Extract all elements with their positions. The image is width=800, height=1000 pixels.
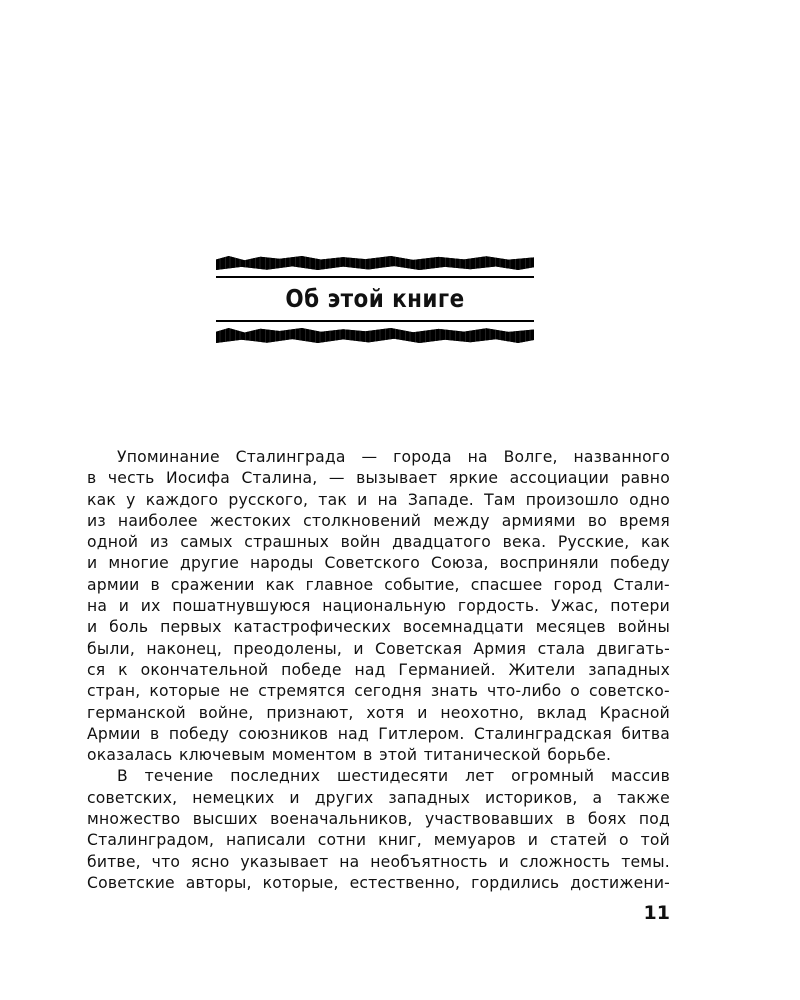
decorative-band-top [216,256,534,270]
text-line: на и их пошатнувшуюся национальную гордость. Ужас, потери [87,597,670,616]
text-line: и боль первых катастрофических восемнадцати месяцев войны [87,618,670,637]
body-text [87,447,670,894]
rule-bottom [216,320,534,322]
text-line: Упоминание Сталинграда — города на Волге, названного [117,448,670,466]
text-line: Армии в победу союзников над Гитлером. Сталинградская битва [87,724,670,743]
chapter-header [216,254,534,344]
rule-top [216,276,534,278]
chapter-title: Об этой книге [285,284,465,313]
text-line: были, наконец, преодолены, и Советская Армия стала двигать- [87,639,670,658]
text-line: оказалась ключевым моментом в этой титанической борьбе. [87,746,612,765]
text-line: битве, что ясно указывает на необъятность и сложность темы. [87,852,670,871]
text-line: в честь Иосифа Сталина, — вызывает яркие ассоциации равно [87,469,670,488]
text-line: множество высших военачальников, участвовавших в боях под [87,810,670,829]
text-line: из наиболее жестоких столкновений между армиями во время [87,511,670,530]
text-line: одной из самых страшных войн двадцатого века. Русские, как [87,533,670,552]
decorative-band-bottom [216,328,534,343]
text-line: ся к окончательной победе над Германией. Жители западных [87,660,670,679]
text-line: германской войне, признают, хотя и неохотно, вклад Красной [87,703,670,722]
text-line: советских, немецких и других западных историков, а также [87,788,670,807]
page-number: 11 [643,902,670,924]
text-line: Советские авторы, которые, естественно, гордились достижени- [87,873,670,892]
text-line: армии в сражении как главное событие, спасшее город Стали- [87,575,670,594]
text-line: Сталинградом, написали сотни книг, мемуаров и статей о той [87,831,670,850]
text-line: стран, которые не стремятся сегодня знать что-либо о советско- [87,682,670,701]
text-line: как у каждого русского, так и на Западе. Там произошло одно [87,490,670,509]
text-line: и многие другие народы Советского Союза, восприняли победу [87,554,670,573]
text-line: В течение последних шестидесяти лет огромный массив [117,767,670,786]
